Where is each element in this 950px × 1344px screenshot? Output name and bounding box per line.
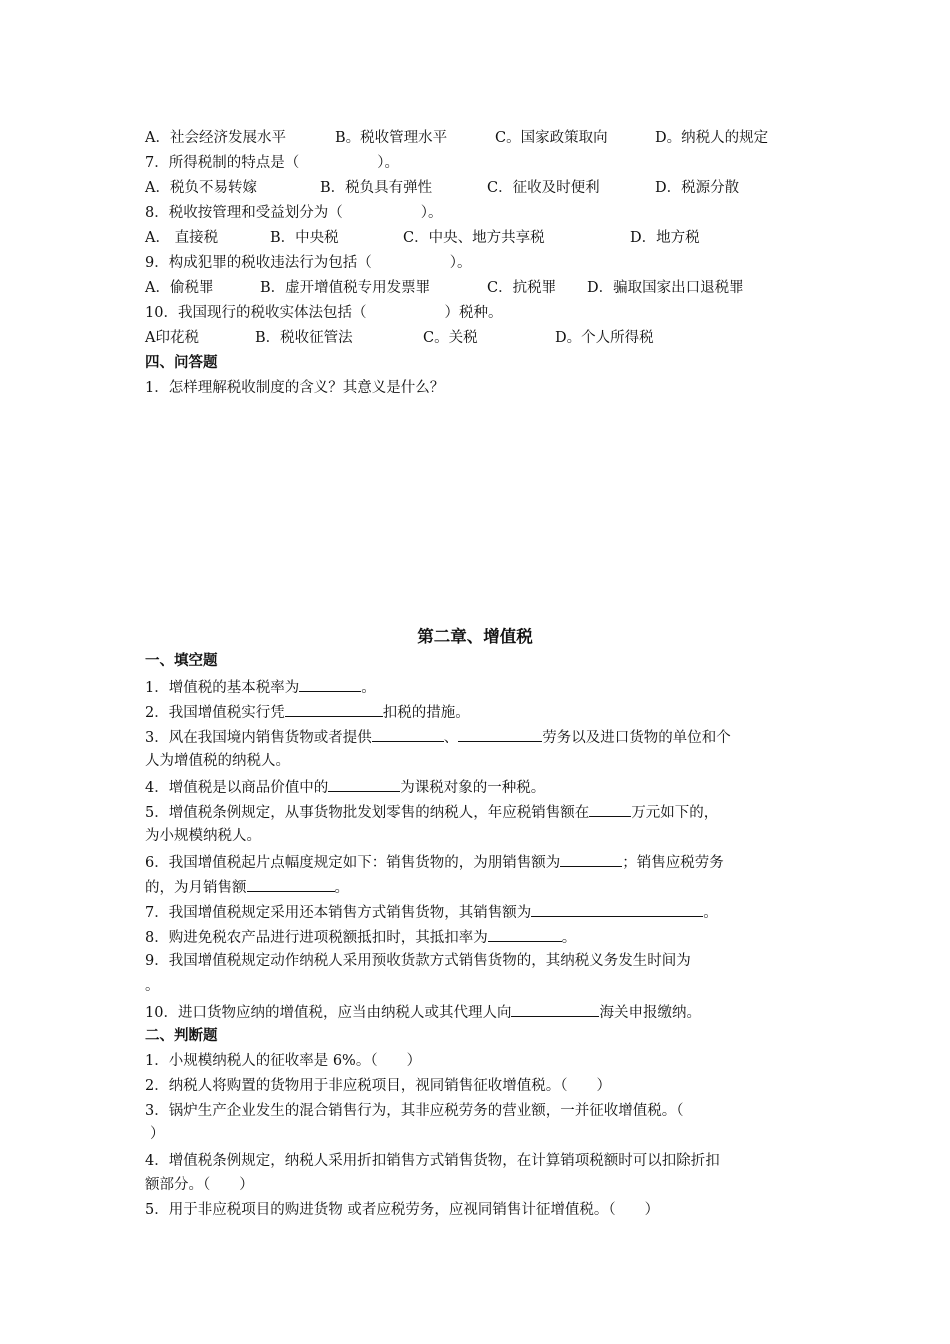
answer-blank[interactable] xyxy=(247,876,335,892)
q10-option-a: A印花税 xyxy=(145,330,199,346)
q6-option-d: D。纳税人的规定 xyxy=(655,130,769,146)
judge-question-2: 2．纳税人将购置的货物用于非应税项目，视同销售征收增值税。（ ） xyxy=(145,1078,611,1094)
q9-stem: 9．构成犯罪的税收违法行为包括（ ）。 xyxy=(145,255,472,271)
q7-option-c: C．征收及时便利 xyxy=(487,180,600,196)
fill-question-2: 2．我国增值税实行凭 扣税的措施。 xyxy=(145,701,470,723)
q7-option-b: B．税负具有弹性 xyxy=(320,180,433,196)
judge-heading: 二、判断题 xyxy=(145,1028,218,1044)
chapter2-title: 第二章、增值税 xyxy=(417,627,533,646)
answer-blank[interactable] xyxy=(299,676,361,692)
answer-blank[interactable] xyxy=(285,701,383,717)
fill-question-7: 7．我国增值税规定采用还本销售方式销售货物，其销售额为 。 xyxy=(145,901,718,923)
section4-heading: 四、问答题 xyxy=(145,355,218,371)
q9-option-d: D．骗取国家出口退税罪 xyxy=(587,280,744,296)
q10-option-c: C。关税 xyxy=(423,330,478,346)
q9-option-c: C．抗税罪 xyxy=(487,280,557,296)
fill-question-5-line2: 为小规模纳税人。 xyxy=(145,828,261,844)
fill-question-6-line2: 的，为月销售额 。 xyxy=(145,876,349,898)
fill-question-1: 1．增值税的基本税率为 。 xyxy=(145,676,376,698)
fill-question-6: 6．我国增值税起片点幅度规定如下：销售货物的，为朋销售额为 ；销售应税劳务 xyxy=(145,851,724,873)
judge-question-1: 1．小规模纳税人的征收率是 6%。（ ） xyxy=(145,1053,422,1069)
answer-blank[interactable] xyxy=(328,776,400,792)
q10-stem: 10．我国现行的税收实体法包括（ ）税种。 xyxy=(145,305,503,321)
judge-question-5: 5．用于非应税项目的购进货物 或者应税劳务，应视同销售计征增值税。（ ） xyxy=(145,1202,660,1218)
judge-question-4-line2: 额部分。（ ） xyxy=(145,1177,254,1193)
judge-question-4: 4．增值税条例规定，纳税人采用折扣销售方式销售货物，在计算销项税额时可以扣除折扣 xyxy=(145,1153,720,1169)
q8-option-a: A． 直接税 xyxy=(145,230,219,246)
answer-blank[interactable] xyxy=(488,926,562,942)
q6-option-b: B。税收管理水平 xyxy=(335,130,448,146)
judge-question-3-line2: ） xyxy=(150,1126,165,1142)
q8-option-d: D．地方税 xyxy=(630,230,700,246)
fill-question-8: 8．购进免税农产品进行进项税额抵扣时，其抵扣率为 。 xyxy=(145,926,576,948)
judge-question-3: 3．锅炉生产企业发生的混合销售行为，其非应税劳务的营业额，一并征收增值税。（ xyxy=(145,1103,684,1119)
q8-stem: 8．税收按管理和受益划分为（ ）。 xyxy=(145,205,443,221)
q9-option-b: B．虚开增值税专用发票罪 xyxy=(260,280,431,296)
answer-blank[interactable] xyxy=(458,726,542,742)
section4-question-1: 1．怎样理解税收制度的含义？其意义是什么？ xyxy=(145,380,445,396)
q10-option-b: B．税收征管法 xyxy=(255,330,353,346)
fill-question-9: 9．我国增值税规定动作纳税人采用预收货款方式销售货物的，其纳税义务发生时间为 xyxy=(145,953,691,969)
fill-question-9-line2: 。 xyxy=(145,978,160,994)
q7-stem: 7．所得税制的特点是（ ）。 xyxy=(145,155,399,171)
answer-blank[interactable] xyxy=(560,851,622,867)
answer-blank[interactable] xyxy=(589,801,631,817)
answer-blank[interactable] xyxy=(372,726,444,742)
q7-option-a: A．税负不易转嫁 xyxy=(145,180,257,196)
q6-option-a: A．社会经济发展水平 xyxy=(145,130,286,146)
q8-option-c: C．中央、地方共享税 xyxy=(403,230,545,246)
fill-question-3: 3．风在我国境内销售货物或者提供 、 劳务以及进口货物的单位和个 xyxy=(145,726,731,748)
q7-option-d: D．税源分散 xyxy=(655,180,740,196)
fill-question-10: 10．进口货物应纳的增值税，应当由纳税人或其代理人向 海关申报缴纳。 xyxy=(145,1001,701,1023)
fill-heading: 一、填空题 xyxy=(145,653,218,669)
q9-option-a: A．偷税罪 xyxy=(145,280,214,296)
q8-option-b: B．中央税 xyxy=(270,230,339,246)
q10-option-d: D。个人所得税 xyxy=(555,330,654,346)
answer-blank[interactable] xyxy=(531,901,703,917)
fill-question-3-line2: 人为增值税的纳税人。 xyxy=(145,753,290,769)
fill-question-5: 5．增值税条例规定，从事货物批发划零售的纳税人，年应税销售额在 万元如下的， xyxy=(145,801,718,823)
answer-blank[interactable] xyxy=(511,1001,599,1017)
fill-question-4: 4．增值税是以商品价值中的 为课税对象的一种税。 xyxy=(145,776,545,798)
q6-option-c: C。国家政策取向 xyxy=(495,130,608,146)
